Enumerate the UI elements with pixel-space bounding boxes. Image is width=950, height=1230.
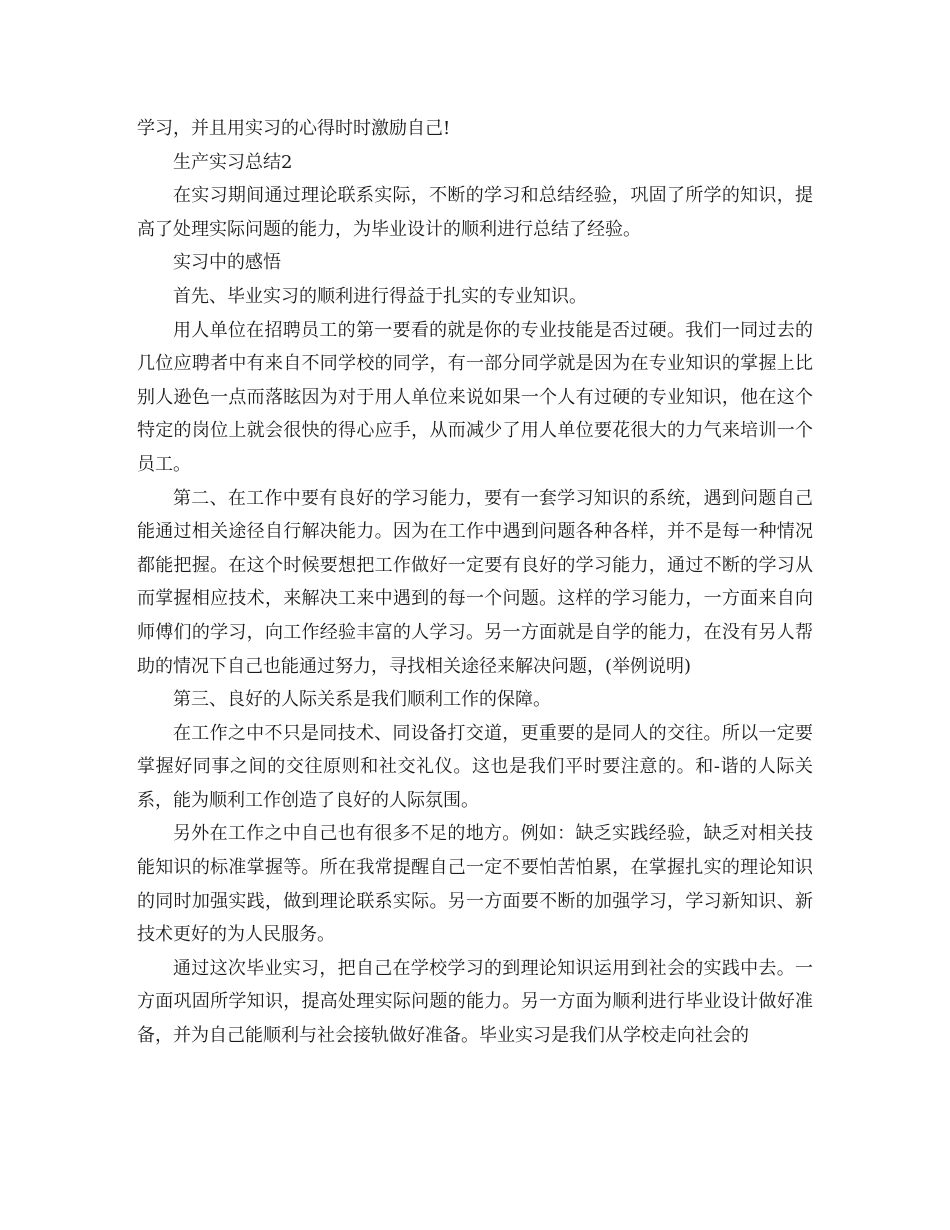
paragraph: 通过这次毕业实习，把自己在学校学习的到理论知识运用到社会的实践中去。一方面巩固所学知识，提高处理实际问题的能力。另一方面为顺利进行毕业设计做好准备，并为自己能顺利与社会接轨做好准备。毕业实习是我们从学校走向社会的: [137, 957, 813, 1047]
paragraph-continuation: 学习，并且用实习的心得时时激励自己!: [137, 118, 451, 139]
paragraph: 第三、良好的人际关系是我们顺利工作的保障。: [173, 689, 551, 711]
paragraph: 另外在工作之中自己也有很多不足的地方。例如：缺乏实践经验，缺乏对相关技能知识的标准掌握等。所在我常提醒自己一定不要怕苦怕累，在掌握扎实的理论知识的同时加强实践，做到理论联系实际。另一方面要不断的加强学习，学习新知识、新技术更好的为人民服务。: [137, 823, 813, 946]
paragraph: 首先、毕业实习的顺利进行得益于扎实的专业知识。: [173, 285, 587, 307]
subsection-heading: 实习中的感悟: [173, 252, 281, 274]
document-page: [137, 112, 813, 1053]
paragraph: 第二、在工作中要有良好的学习能力，要有一套学习知识的系统，遇到问题自己能通过相关途径自行解决能力。因为在工作中遇到问题各种各样，并不是每一种情况都能把握。在这个时候要想把工作做好一定要有良好的学习能力，通过不断的学习从而掌握相应技术，来解决工来中遇到的每一个问题。这样的学习能力，一方面来自向师傅们的学习，向工作经验丰富的人学习。另一方面就是自学的能力，在没有另人帮助的情况下自己也能通过努力，寻找相关途径来解决问题，(举例说明): [137, 487, 813, 677]
paragraph: 用人单位在招聘员工的第一要看的就是你的专业技能是否过硬。我们一同过去的几位应聘者中有来自不同学校的同学，有一部分同学就是因为在专业知识的掌握上比别人逊色一点而落眩因为对于用人单位来说如果一个人有过硬的专业知识，他在这个特定的岗位上就会很快的得心应手，从而减少了用人单位要花很大的力气来培训一个员工。: [137, 319, 813, 475]
section-heading: 生产实习总结2: [173, 151, 293, 173]
paragraph: 在工作之中不只是同技术、同设备打交道，更重要的是同人的交往。所以一定要掌握好同事之间的交往原则和社交礼仪。这也是我们平时要注意的。和-谐的人际关系，能为顺利工作创造了良好的人际氛围。: [137, 722, 813, 811]
paragraph: 在实习期间通过理论联系实际，不断的学习和总结经验，巩固了所学的知识，提高了处理实际问题的能力，为毕业设计的顺利进行总结了经验。: [137, 185, 813, 240]
